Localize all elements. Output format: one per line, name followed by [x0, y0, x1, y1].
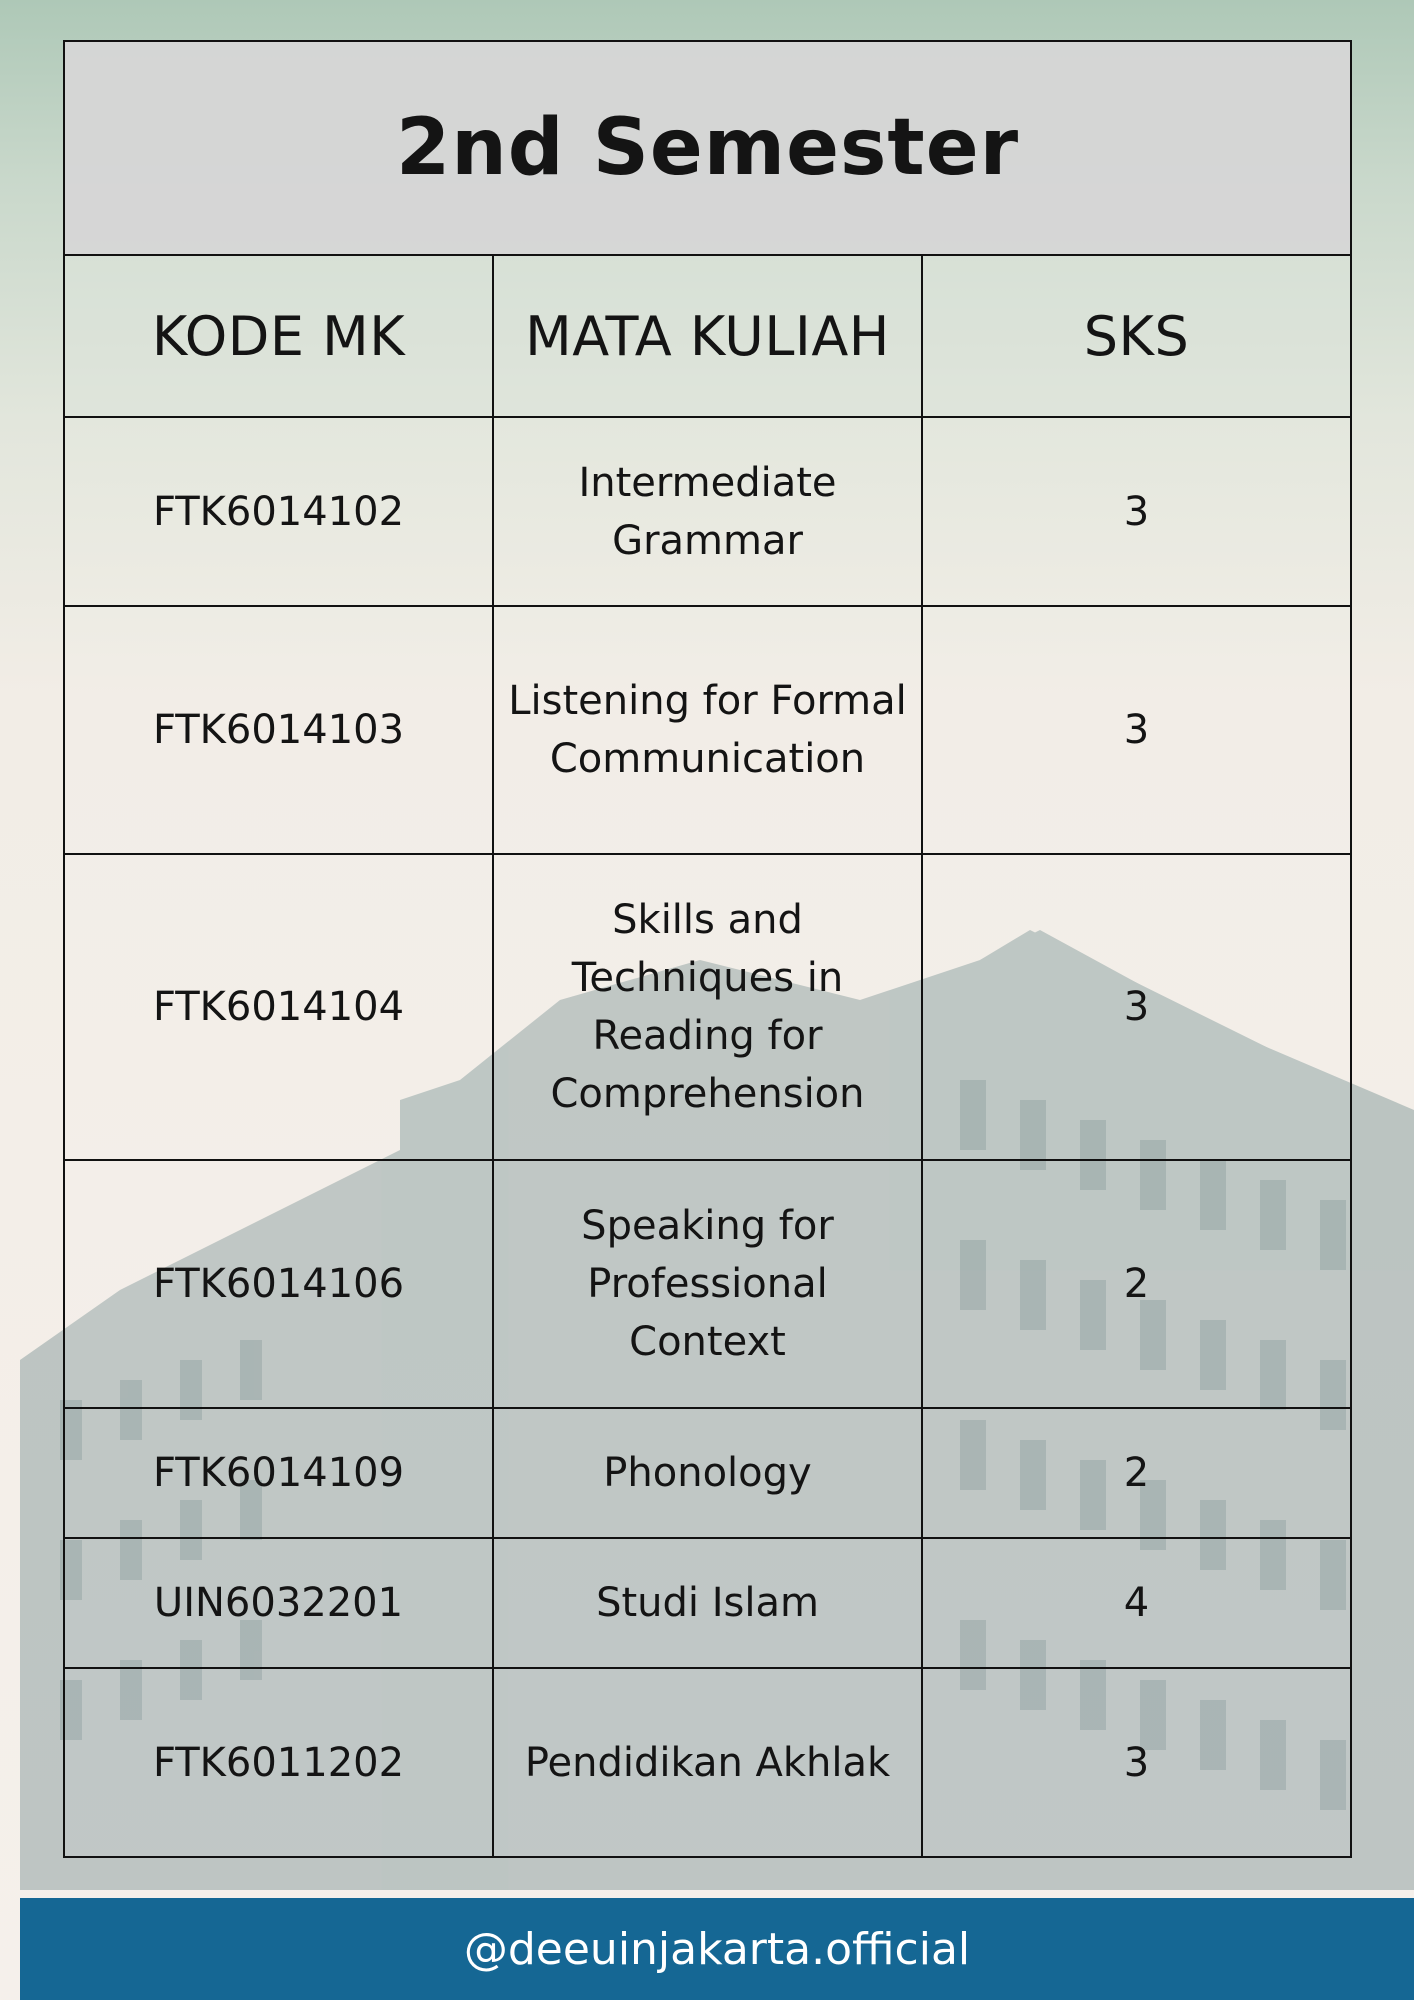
- column-header-course: MATA KULIAH: [493, 255, 922, 417]
- course-table: [63, 40, 1352, 1858]
- course-name: Speaking for Professional Context: [493, 1160, 922, 1408]
- table-row: [64, 1668, 1351, 1857]
- course-code: FTK6014103: [64, 606, 493, 854]
- course-code: FTK6014106: [64, 1160, 493, 1408]
- course-code: FTK6014109: [64, 1408, 493, 1538]
- course-name: Skills and Techniques in Reading for Comprehension: [493, 854, 922, 1160]
- course-name: Intermediate Grammar: [493, 417, 922, 606]
- course-code: FTK6014104: [64, 854, 493, 1160]
- semester-table-container: [63, 40, 1350, 1858]
- column-header-credits: SKS: [922, 255, 1351, 417]
- column-header-code: KODE MK: [64, 255, 493, 417]
- course-credits: 3: [922, 854, 1351, 1160]
- course-code: FTK6014102: [64, 417, 493, 606]
- course-credits: 3: [922, 1668, 1351, 1857]
- course-credits: 3: [922, 417, 1351, 606]
- course-name: Studi Islam: [493, 1538, 922, 1668]
- course-credits: 2: [922, 1408, 1351, 1538]
- course-name: Phonology: [493, 1408, 922, 1538]
- course-name: Pendidikan Akhlak: [493, 1668, 922, 1857]
- course-code: FTK6011202: [64, 1668, 493, 1857]
- table-row: [64, 1160, 1351, 1408]
- table-row: [64, 417, 1351, 606]
- course-credits: 2: [922, 1160, 1351, 1408]
- social-handle[interactable]: @deeuinjakarta.official: [463, 1923, 971, 1975]
- table-row: [64, 1408, 1351, 1538]
- course-code: UIN6032201: [64, 1538, 493, 1668]
- table-row: [64, 606, 1351, 854]
- title-row: [64, 41, 1351, 255]
- table-row: [64, 1538, 1351, 1668]
- course-credits: 4: [922, 1538, 1351, 1668]
- course-name: Listening for Formal Communication: [493, 606, 922, 854]
- semester-title: 2nd Semester: [64, 41, 1351, 255]
- header-row: [64, 255, 1351, 417]
- course-credits: 3: [922, 606, 1351, 854]
- table-row: [64, 854, 1351, 1160]
- footer-bar: [20, 1898, 1414, 2000]
